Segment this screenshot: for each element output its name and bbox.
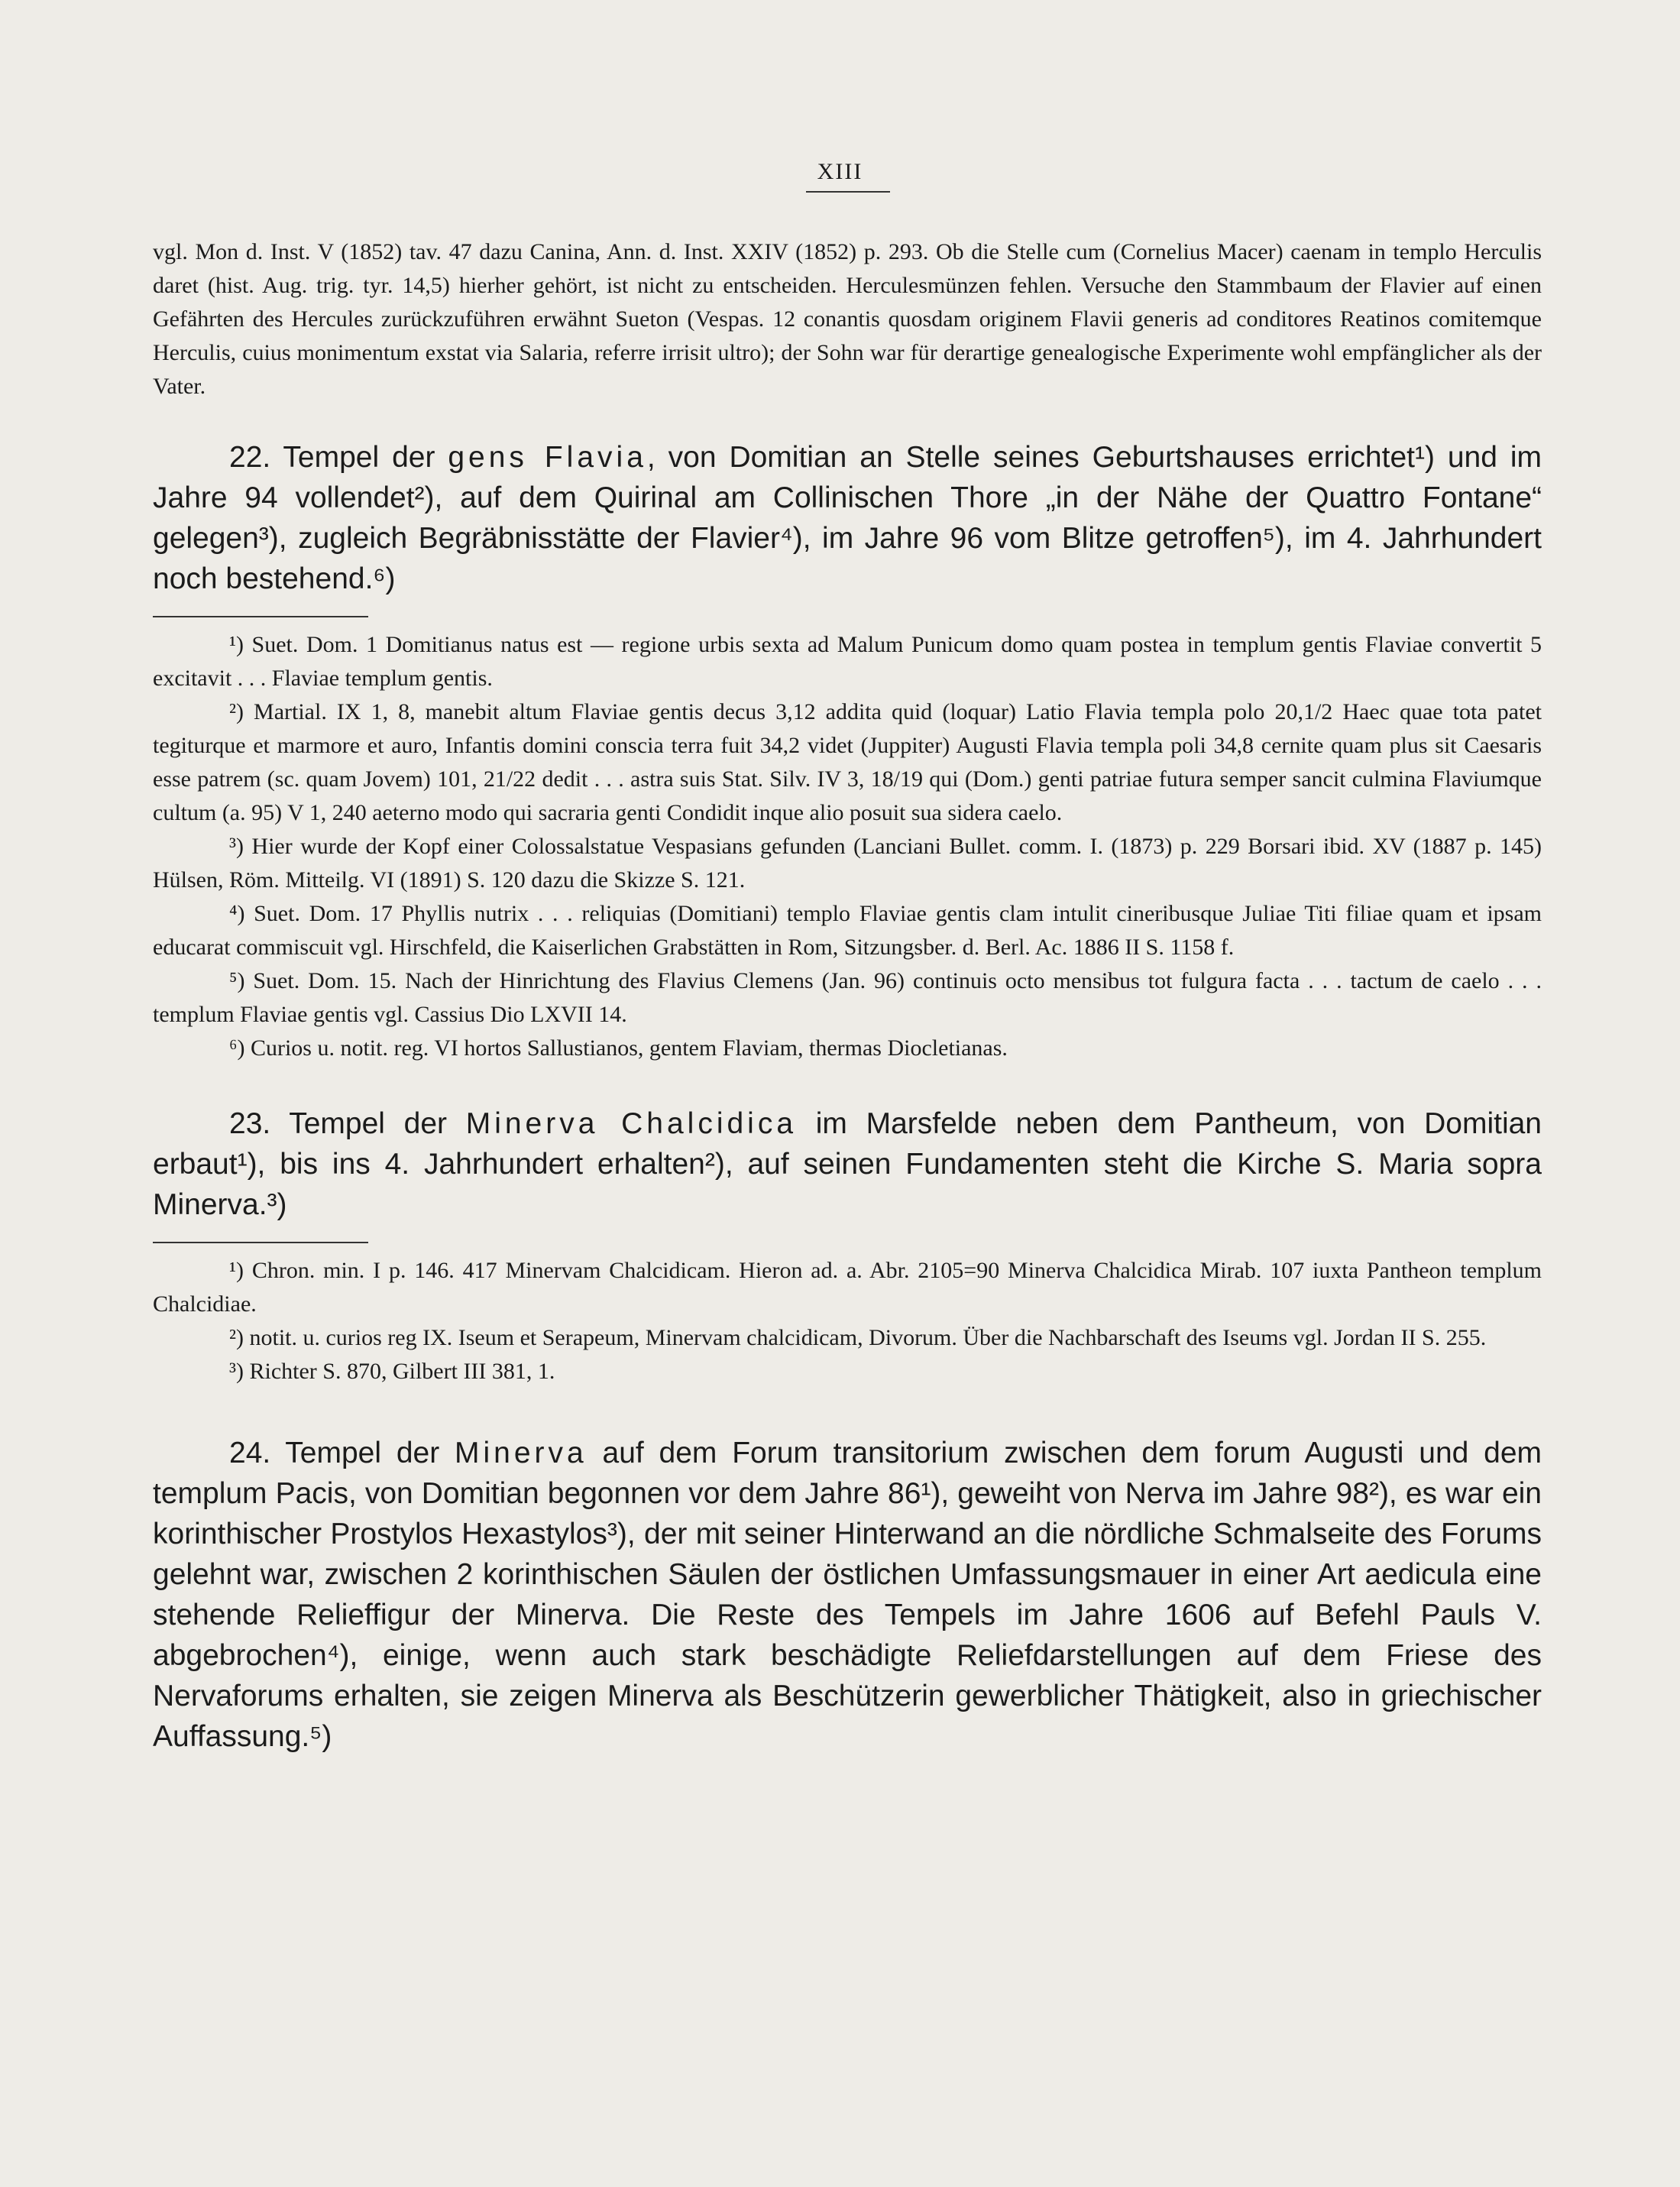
section-23-body: im Marsfelde neben dem Pantheum, von Domitian erbaut¹), bis ins 4. Jahrhundert erhalten²), auf seinen Fundamenten steht die Kirche S. Maria sopra Minerva.³) xyxy=(153,1107,1542,1221)
section-23-text xyxy=(153,1103,1542,1225)
section-24-lead: 24. Tempel der xyxy=(229,1437,455,1469)
section-22-lead: 22. Tempel der xyxy=(229,441,448,474)
page-number-underline xyxy=(806,191,890,193)
section-23-lead: 23. Tempel der xyxy=(229,1107,466,1140)
section-24-body: auf dem Forum transitorium zwischen dem forum Augusti und dem templum Pacis, von Domitian begonnen vor dem Jahre 86¹), geweiht von Nerva im Jahre 98²), es war ein korinthischer Prostylos Hexastylos³), der mit seiner Hinterwand an die nördliche Schmalseite des Forums gelehnt war, zwischen 2 korinthischen Säulen der östlichen Umfassungsmauer in einer Art aedicula eine stehende Relieffigur der Minerva. Die Reste des Tempels im Jahre 1606 auf Befehl Pauls V. abgebrochen⁴), einige, wenn auch stark beschädigte Reliefdarstellungen auf dem Friese des Nervaforums erhalten, sie zeigen Minerva als Beschützerin gewerblicher Thätigkeit, also in griechischer Auffassung.⁵) xyxy=(153,1437,1542,1753)
section-24-spaced-term: Minerva xyxy=(455,1437,588,1469)
intro-note-text: vgl. Mon d. Inst. V (1852) tav. 47 dazu Canina, Ann. d. Inst. XXIV (1852) p. 293. Ob die Stelle cum (Cornelius Macer) caenam in templo Herculis daret (hist. Aug. trig. tyr. 14,5) hierher gehört, ist nicht zu entscheiden. Herculesmünzen fehlen. Versuche den Stammbaum der Flavier auf einen Gefährten des Hercules zurückzuführen erwähnt Sueton (Vespas. 12 conantis quosdam originem Flavii generis ad conditores Reatinos comitemque Herculis, cuius monimentum exstat via Salaria, referre irrisit ultro); der Sohn war für derartige genealogische Experimente wohl empfänglicher als der Vater. xyxy=(153,239,1542,399)
section-22-text xyxy=(153,437,1542,599)
footnote-22-6: ⁶) Curios u. notit. reg. VI hortos Sallustianos, gentem Flaviam, thermas Diocletianas. xyxy=(229,1035,1008,1061)
footnote-22-5: ⁵) Suet. Dom. 15. Nach der Hinrichtung des Flavius Clemens (Jan. 96) continuis octo mensibus tot fulgura facta . . . tactum de caelo . . . templum Flaviae gentis vgl. Cassius Dio LXVII 14. xyxy=(153,968,1542,1027)
section-23 xyxy=(153,1103,1542,1388)
footnote-23-2: ²) notit. u. curios reg IX. Iseum et Serapeum, Minervam chalcidicam, Divorum. Über die Nachbarschaft des Iseums vgl. Jordan II S. 255. xyxy=(229,1325,1487,1350)
section-23-spaced-term: Minerva Chalcidica xyxy=(465,1107,798,1140)
page-number: XIII xyxy=(817,159,863,184)
footnote-22-3: ³) Hier wurde der Kopf einer Colossalstatue Vespasians gefunden (Lanciani Bullet. comm. I. (1873) p. 229 Borsari ibid. XV (1887 p. 145) Hülsen, Röm. Mitteilg. VI (1891) S. 120 dazu die Skizze S. 121. xyxy=(153,834,1542,893)
section-22-spaced-term: gens Flavia xyxy=(448,441,647,474)
page-body xyxy=(153,235,1542,1757)
section-24 xyxy=(153,1433,1542,1757)
footnote-23-3: ³) Richter S. 870, Gilbert III 381, 1. xyxy=(229,1359,555,1384)
footnote-22-1: ¹) Suet. Dom. 1 Domitianus natus est — regione urbis sexta ad Malum Punicum domo quam postea in templum gentis Flaviae convertit 5 excitavit . . . Flaviae templum gentis. xyxy=(153,632,1542,691)
footnote-22-4: ⁴) Suet. Dom. 17 Phyllis nutrix . . . reliquias (Domitiani) templo Flaviae gentis clam intulit cineribusque Juliae Titi filiae quam et ipsam educarat commiscuit vgl. Hirschfeld, die Kaiserlichen Grabstätten in Rom, Sitzungsber. d. Berl. Ac. 1886 II S. 1158 f. xyxy=(153,901,1542,960)
continued-footnote xyxy=(153,235,1542,403)
section-22 xyxy=(153,437,1542,1065)
footnote-divider xyxy=(153,1242,368,1243)
footnote-23-1: ¹) Chron. min. I p. 146. 417 Minervam Chalcidicam. Hieron ad. a. Abr. 2105=90 Minerva Chalcidica Mirab. 107 iuxta Pantheon templum Chalcidiae. xyxy=(153,1258,1542,1317)
footnote-divider xyxy=(153,616,368,617)
footnote-22-2: ²) Martial. IX 1, 8, manebit altum Flaviae gentis decus 3,12 addita quid (loquar) Latio Flavia templa polo 20,1/2 Haec quae tota patet tegiturque et marmore et auro, Infantis domini conscia terra fuit 34,2 videt (Juppiter) Augusti Flavia templa poli 34,8 cernite quam plus sit Caesaris esse patrem (sc. quam Jovem) 101, 21/22 dedit . . . astra suis Stat. Silv. IV 3, 18/19 qui (Dom.) genti patriae futura semper sancit culmina Flaviumque cultum (a. 95) V 1, 240 aeterno modo qui sacraria genti Condidit inque alio posuit sua sidera caelo. xyxy=(153,699,1542,825)
section-24-text xyxy=(153,1433,1542,1757)
section-22-body: , von Domitian an Stelle seines Geburtshauses errichtet¹) und im Jahre 94 vollendet²), auf dem Quirinal am Collinischen Thore „in der Nähe der Quattro Fontane“ gelegen³), zugleich Begräbnisstätte der Flavier⁴), im Jahre 96 vom Blitze getroffen⁵), im 4. Jahrhundert noch bestehend.⁶) xyxy=(153,441,1542,595)
